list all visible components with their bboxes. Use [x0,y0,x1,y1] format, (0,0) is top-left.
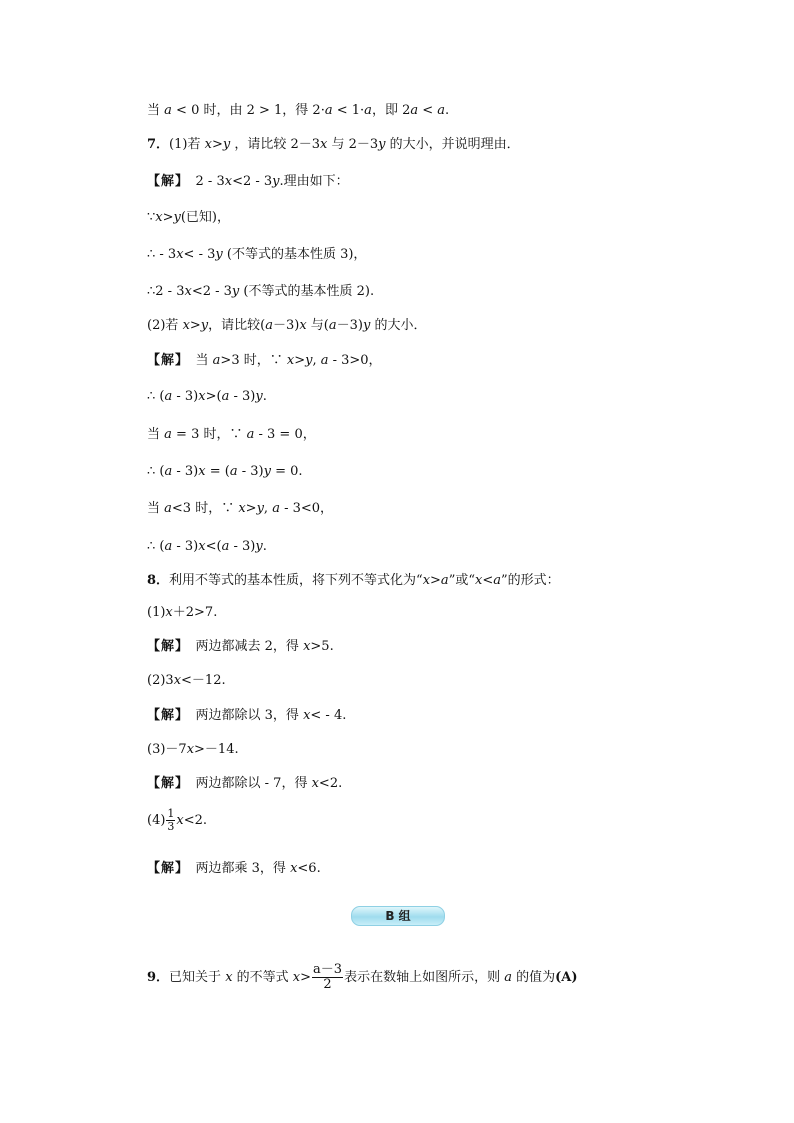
answer-8-part-2: 【解】 两边都除以 3，得 x< - 4. [147,708,347,723]
solution-line: 【解】 当 a>3 时，∵ x>y, a - 3>0， [147,353,382,368]
question-7-part-1: 7．(1)若 x>y ，请比较 2－3x 与 2－3y 的大小，并说明理由． [147,137,520,152]
fraction-a-minus-3-over-2: $\frac{a-3}{2}$ [313,962,343,992]
question-8-part-2: (2)3x<－12. [147,673,226,688]
solution-line: ∵x>y(已知)， [147,210,231,225]
solution-line: 当 a = 3 时，∵ a - 3 = 0， [147,427,316,442]
solution-line: ∴ (a - 3)x>(a - 3)y. [147,389,267,404]
question-8: 8．利用不等式的基本性质，将下列不等式化为“x>a”或“x<a”的形式： [147,573,560,588]
solution-line: ∴2 - 3x<2 - 3y (不等式的基本性质 2). [147,284,375,299]
fraction-one-third: $\frac{1}{3}$ [167,807,175,833]
question-9: 9．已知关于 x 的不等式 x> $\frac{a-3}{2}$ 表示在数轴上如图所示，则 a 的值为(A) [147,962,578,992]
solution-line: 当 a<3 时，∵ x>y, a - 3<0， [147,501,334,516]
question-7-part-2: (2)若 x>y，请比较(a－3)x 与(a－3)y 的大小． [147,318,427,333]
solution-line: ∴ - 3x< - 3y (不等式的基本性质 3)， [147,247,367,262]
question-8-part-3: (3)－7x>－14. [147,742,239,757]
solution-line: ∴ (a - 3)x = (a - 3)y = 0. [147,464,303,479]
section-b-badge: B 组 [351,906,445,926]
solution-line: 【解】 2 - 3x<2 - 3y.理由如下： [147,174,349,189]
solution-line: ∴ (a - 3)x<(a - 3)y. [147,539,267,554]
answer-8-part-3: 【解】 两边都除以 - 7，得 x<2. [147,776,343,791]
answer-8-part-1: 【解】 两边都减去 2，得 x>5. [147,639,334,654]
text-line-case-negative: 当 a < 0 时，由 2 > 1，得 2·a < 1·a，即 2a < a. [147,103,450,118]
answer-8-part-4: 【解】 两边都乘 3，得 x<6. [147,861,321,876]
question-8-part-4: (4) $\frac{1}{3}$ x<2. [147,807,208,833]
question-8-part-1: (1)x＋2>7. [147,605,218,620]
